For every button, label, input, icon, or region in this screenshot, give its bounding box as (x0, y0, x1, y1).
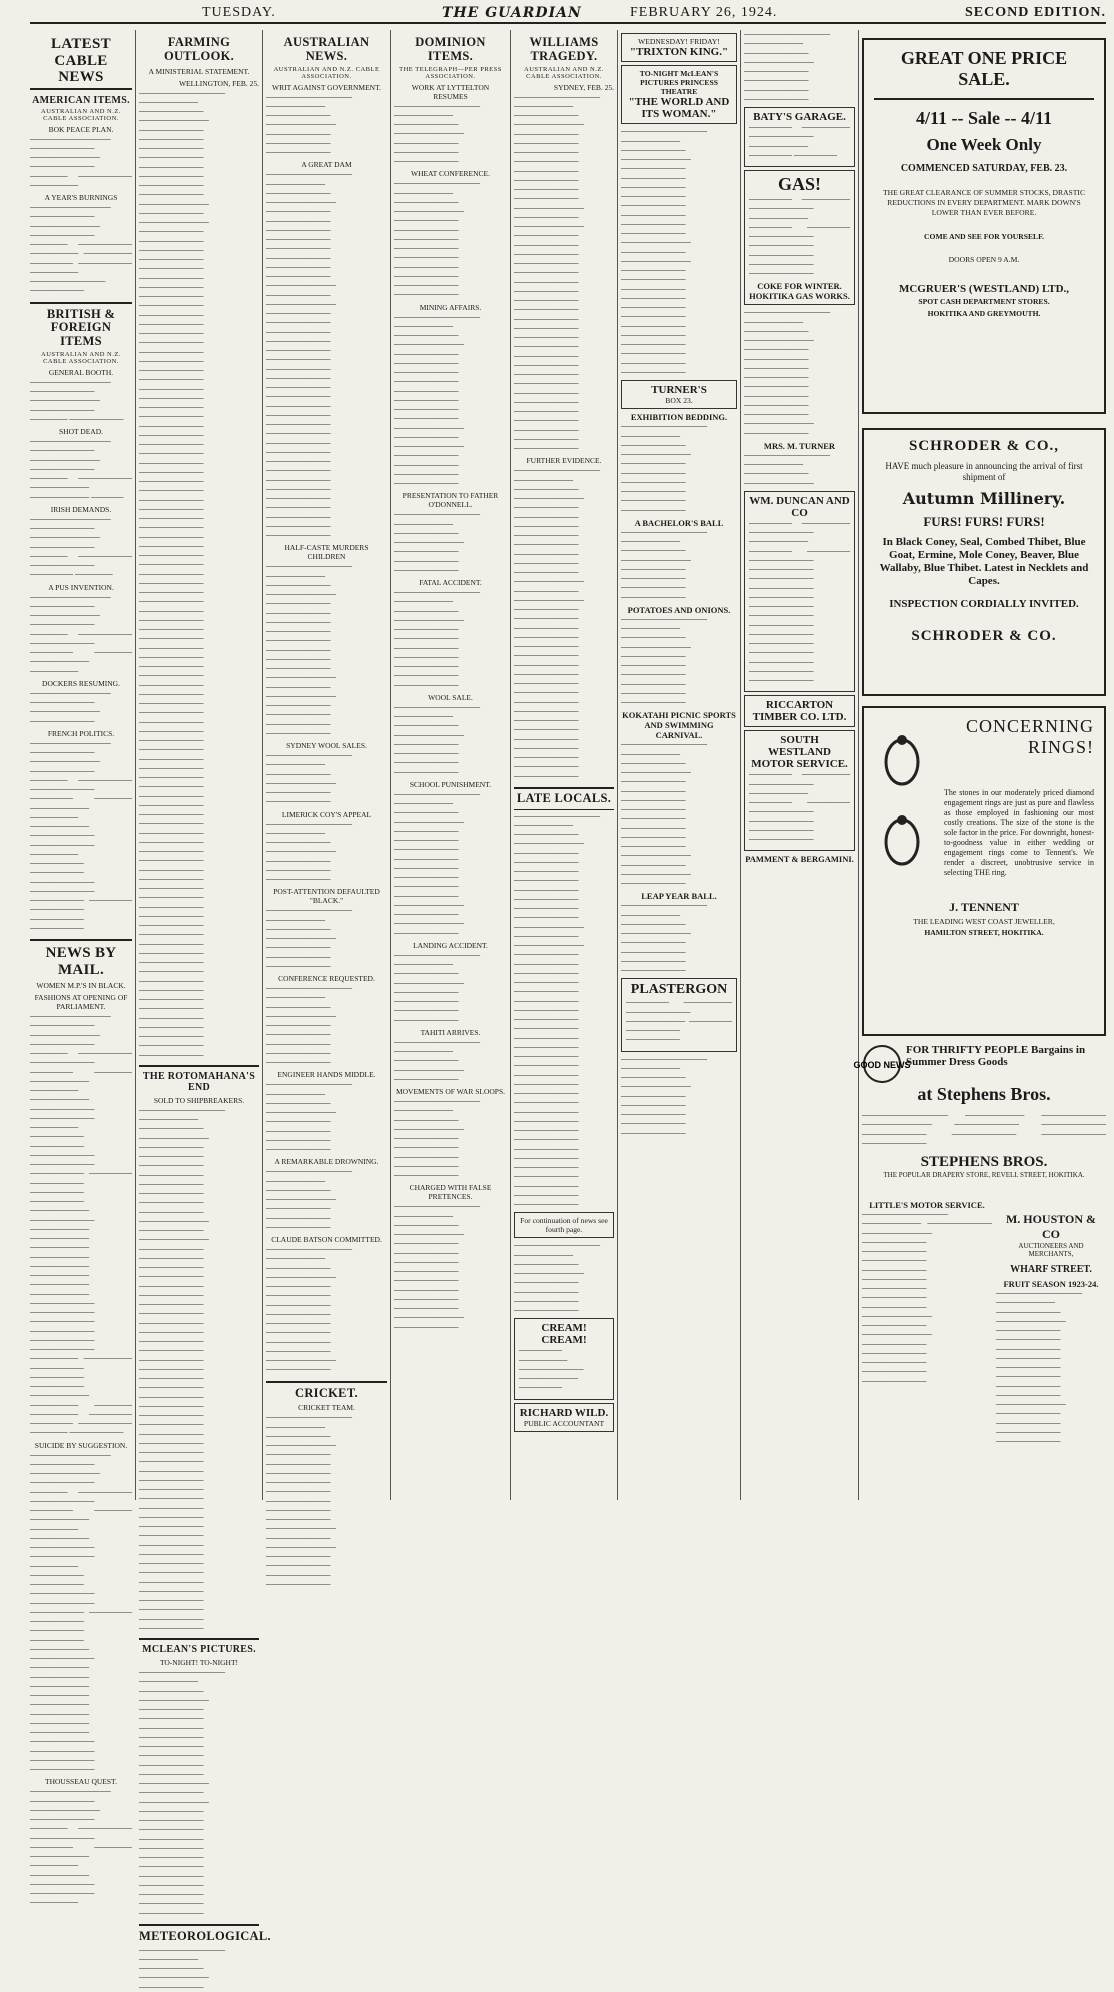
article-text: ──────────────── ─────────── ──────────── ───────────── ──────────── ──────────── ──────────── ──────────── ──────────── ──────────── ──────────── ──────────── ───────────── ──────────── ───────────── ──────────── ──────────── ──────────── ──────────── ──────────── ──────────── ──────────── ──────────── ──────────── ──────────── ──────────── ──────────── ──────────── ──────────── ──────────── ──────────── ──────────── ──────────── ──────────── ──────────── ──────────── ──────────── ──────────── ──────────── ──────────── ──────────── ──────────── ──────────── ──────────── ──────────── ──────────── ──────────── ──────────── ──────────── ──────────── ──────────── ──────────── ──────────── ──────────── ──────────── ──────────── ──────────── (139, 1105, 226, 1633)
article-text: ──────────────── ─────────── ──────────── ───────────── ──────────── ──────────── ──────────── ──────────── (394, 950, 481, 1025)
article-text: ──────────────── ─────────── ──────────── ───────────── ──────────── ──────────── ──────────── ──────────── ──────────── ──────────── ──────────── ──────────── ───────────── ──────────── ───────────── ──────────── ──────────── ──────────── ──────────── ──────────── ──────────── ──────────── ──────────── ──────────── ──────────── ──────────── ──────────── ──────────── ──────────── ──────────── ──────────── ──────────── ──────────── ──────────── ──────────── ──────────── ──────────── ──────────── ──────────── ──────────── ──────────── ──────────── ──────────── ──────────── ──────────── ──────────── ──────────── ──────────── ──────────── ──────────── ──────────── ──────────── ──────────── ──────────── ──────────── ──────────── ──────────── ──────────── ──────────── ──────────── ──────────── ──────────── ──────────── ──────────── ──────────── ──────────── ──────────── ──────────── ──────────── ──────────── ──────────── ──────────── ──────────── ──────────── ──────────── ──────────── ──────────── ──────────── ──────────── ──────────── ──────────── ──────────── ──────────── ──────────── ──────────── ──────────── ──────────── ──────────── ──────────── ──────────── ──────────── ──────────── ──────────── ──────────── ──────────── ──────────── ──────────── ──────────── ──────────── ──────────── ──────────── ──────────── ──────────── ──────────── ──────────── (139, 88, 226, 1060)
column-1 (30, 30, 132, 1908)
article-text: ─────────────── ──────────── ───────────── ──────────── ─────── ────────── ───────── ───────── ──────── ────────── ───────── ────────────── ────────── (30, 203, 132, 296)
article-text: ──────────────── ─────────── ──────────── ───────────── ──────────── (139, 1945, 226, 1992)
article-text: ─────────────── ──────────── ───────────── ──────────── ─────── ────────── ──────────── ──────── ─────── ─────────── ───────── ─────────── ──────────── ──────────── ───────── ────────── ────────── ──────────── ──────────── ────────── ──────── ────────── ────────── ────────── ─────────── ──────────── ─────────── ─────────── ─────────── ─────────── ─────────── ─────────── ─────────── ─────────── ──────────── ──────────── ──────────── ──────────── (30, 1450, 132, 1774)
good-news-badge-icon (853, 1044, 911, 1084)
southwest-heading: SOUTH WESTLAND MOTOR SERVICE. (751, 734, 848, 771)
classified-text: ──────────────── ─────────── ──────────── ───────────── ──────────── ──────────── ──────────── ──────────── ──────────── ──────────── (621, 614, 708, 708)
sale-commence: COMMENCED SATURDAY, FEB. 23. (900, 163, 1068, 174)
column-6 (621, 30, 737, 1500)
dateline: SYDNEY, FEB. 25. (553, 82, 614, 92)
turners-heading: TURNER'S (651, 384, 707, 397)
subhead: A YEAR'S BURNINGS (44, 193, 118, 202)
masthead-edition: SECOND EDITION. (964, 5, 1106, 20)
mcleans-advert (621, 65, 737, 124)
rings-heading: CONCERNING (965, 716, 1094, 736)
plastergon-heading: PLASTERGON (630, 982, 728, 998)
continuation-notice (514, 1212, 614, 1238)
headline-rotomahana: THE ROTOMAHANA'S END (139, 1065, 259, 1093)
column-7 (744, 30, 855, 1500)
headline-dominion-items: DOMINION ITEMS. (415, 35, 486, 63)
schroder-furs: FURS! FURS! FURS! (923, 513, 1045, 529)
article-text: ──────────────── ─────────── ──────────── ───────────── ──────────── ──────────── ──────────── ──────────── ──────────── ──────────── ──────────── ──────────── ───────────── ──────────── (394, 1202, 481, 1332)
houston-sub: AUCTIONEERS AND MERCHANTS, (1018, 1242, 1084, 1258)
ball-heading: A BACHELOR'S BALL (634, 517, 724, 528)
subhead: SOLD TO SHIPBREAKERS. (153, 1095, 245, 1105)
article-text: ─────────────── ──────────── ───────────── ──────────── (30, 688, 111, 726)
houston-advert (996, 1212, 1106, 1449)
column-rule (617, 30, 618, 1500)
subhead: WOMEN M.P.'S IN BLACK. (36, 981, 126, 990)
wild-sub: PUBLIC ACCOUNTANT (523, 1418, 605, 1428)
houston-name: M. HOUSTON & CO (1005, 1212, 1097, 1241)
subhead: A PUS INVENTION. (48, 582, 114, 592)
film-title: "THE WORLD AND ITS WOMAN." (628, 96, 730, 121)
rings-jeweller-addr: HAMILTON STREET, HOKITIKA. (924, 928, 1044, 937)
stephens-address: THE POPULAR DRAPERY STORE, REVELL STREET, HOKITIKA. (883, 1171, 1085, 1179)
advert-text: ──────── ───────── ──────────── ─────────── ──────── (519, 1346, 584, 1393)
headline-mcleans-pictures: MCLEAN'S PICTURES. (139, 1638, 259, 1655)
rings-jeweller-sub: THE LEADING WEST COAST JEWELLER, (913, 917, 1055, 926)
sale-store-sub: SPOT CASH DEPARTMENT STORES. (918, 297, 1050, 307)
article-text: ──────────────── ─────────── ──────────── ───────────── ──────────── ──────────── ──────────── (394, 101, 481, 166)
article-text: ──────────────── ─────────── ──────────── ───────────── ──────────── ──────────── ──────────── ──────────── ──────────── ──────────── ──────────── ──────────── ───────────── ──────────── ───────────── ──────────── ──────────── ──────────── ──────────── ──────────── ──────────── ──────────── ──────────── ──────────── ──────────── ──────────── ──────────── ──────────── ──────────── ──────────── ──────────── ──────────── ──────────── ──────────── ──────────── ──────────── ──────────── ──────────── ──────────── (514, 92, 601, 453)
gasworks-heading: HOKITIKA GAS WORKS. (749, 291, 850, 302)
tennent-rings-advert (862, 706, 1106, 1036)
schroder-advert (862, 428, 1106, 696)
article-text: ──────────────── ─────────── ──────────── ───────────── ──────────── ──────────── ──────────── ──────────── (266, 1080, 353, 1154)
sale-come: COME AND SEE FOR YOURSELF. (924, 231, 1044, 241)
sale-price: 4/11 -- Sale -- 4/11 (916, 108, 1052, 128)
subhead: DOCKERS RESUMING. (42, 678, 120, 688)
classified-text: ──────────────── ─────────── ──────────── ───────────── ──────────── ──────────── ──────────── ──────────── ──────────── ──────────── ──────────── ──────────── ───────────── ──────────── (744, 308, 831, 438)
article-text: ──────────────── ─────────── ──────────── ───────────── ──────────── ──────────── (266, 751, 353, 807)
subhead: TAHITI ARRIVES. (420, 1027, 481, 1037)
masthead-date: FEBRUARY 26, 1924. (630, 5, 778, 20)
article-text: ──────────────── ─────────── ──────────── ───────────── ──────────── ──────────── ──────────── ──────────── ──────────── ──────────── ──────────── ──────────── ──────────── (394, 179, 481, 300)
article-text: ──────────────── ─────────── ──────────── ───────────── ──────────── ──────────── ──────────── (266, 92, 353, 157)
article-text: ─────────────── ──────────── ───────────── ──────────── ─────── ────────── ──────────── ──────── ─────── ─────────── ───────── ─────────── ──────────── ──────────── ───────── ────────── ────────── ──────────── ──────────── ────────── ──────── ────────── ────────── ────────── (30, 738, 132, 933)
pamment-heading: PAMMENT & BERGAMINI. (745, 854, 854, 865)
subhead: CLAUDE BATSON COMMITTED. (271, 1235, 382, 1244)
subhead: BOK PEACE PLAN. (48, 124, 114, 134)
article-text: ─────────────── ──────────── ───────────── ──────────── ─────── ────────── ─────────── ─────────── ────── (30, 437, 132, 502)
article-text: ──────────────── ─────────── ──────────── ───────────── ──────────── ──────────── ──────────── ──────────── ──────────── (394, 1097, 481, 1180)
masthead (30, 2, 1106, 24)
headline-british-foreign-items: BRITISH & FOREIGN ITEMS (30, 302, 132, 349)
classified-text: ──────────────── ─────────── ──────────── ───────────── ──────────── ──────────── ──────────── ──────────── ──────────── ──────────── (621, 422, 708, 515)
column-rule (135, 30, 136, 1500)
littles-motor-advert (862, 1200, 992, 1389)
mrs-turner: MRS. M. TURNER (763, 440, 836, 451)
subhead: CHARGED WITH FALSE PRETENCES. (409, 1183, 492, 1202)
picnic-heading: KOKATAHI PICNIC SPORTS AND SWIMMING CARNIVAL. (622, 710, 736, 741)
cream-heading: CREAM! CREAM! (541, 1322, 587, 1347)
headline-farming-outlook: FARMING OUTLOOK. (163, 35, 235, 63)
article-text: ─────────────── ──────────── ───────────── ──────────── ─────── ────────── ──────────── ──────── ─────── (30, 514, 132, 580)
article-text: ──────────────── ─────────── ──────────── ───────────── ──────────── ──────────── ──────────── (394, 510, 481, 575)
sale-heading: GREAT ONE PRICE SALE. (874, 48, 1094, 100)
article-text: ──────────────── ─────────── ──────────── ───────────── ──────────── ──────────── ──────────── (266, 906, 353, 971)
cream-advert (514, 1318, 614, 1399)
classified-text: ──────────────── ─────────── ──────────── ───────────── ──────────── ──────────── ──────────── ──────────── (621, 527, 708, 602)
great-sale-advert (862, 38, 1106, 414)
subhead: SUICIDE BY SUGGESTION. (34, 1440, 128, 1450)
subhead: FASHIONS AT OPENING OF PARLIAMENT. (34, 993, 128, 1011)
column-2 (139, 30, 271, 1992)
column-rule (510, 30, 511, 1500)
mcleans-title: TO-NIGHT McLEAN'S PICTURES PRINCESS THEATRE (639, 69, 719, 97)
article-text: ──────────────── ─────────── ──────────── ───────────── ──────────── ──────────── ──────────── ──────────── ──────────── (266, 984, 353, 1067)
column-rule (262, 30, 263, 1500)
classified-text: ──────────────── ─────────── ──────────── ───────────── ──────────── ──────────── ──────────── ──────────── ──────────── ──────────── ──────────── ──────────── ───────────── ──────────── ───────────── ──────────── (621, 740, 708, 889)
duncan-heading: WM. DUNCAN AND CO (749, 494, 850, 519)
potatoes-heading: POTATOES AND ONIONS. (627, 604, 731, 615)
subhead: WOOL SALE. (428, 692, 473, 702)
subhead: SHOT DEAD. (58, 427, 104, 436)
classified-text: ──────────────── ─────────── ──────────── ───────────── ──────────── ──────────── ──────────── ──────────── (621, 901, 708, 976)
column-4 (394, 30, 507, 1500)
subhead: CONFERENCE REQUESTED. (278, 974, 375, 983)
riccarton-heading: RICCARTON TIMBER CO. LTD. (752, 699, 847, 724)
article-text: ─────────────── ──────────── ───────────── ──────────── ─────── ────────── ──────────── ──────── ─────── ─────────── ───────── (30, 592, 132, 676)
subhead: CRICKET TEAM. (298, 1403, 355, 1413)
motor-heading: LITTLE'S MOTOR SERVICE. (869, 1200, 985, 1210)
article-text: ─────────────── ──────────── ───────────── ──────────── ─────── ────────── ───────── (30, 134, 132, 190)
article-text: ──────────────── ─────────── ──────────── ───────────── ──────────── (394, 1037, 481, 1084)
richard-wild-advert (514, 1403, 614, 1432)
article-text: ──────────────── ─────────── ──────────── ───────────── ──────────── ──────────── ──────────── ──────────── ──────────── ──────────── ──────────── ──────────── ───────────── ──────────── ───────────── ──────────── ──────────── ──────────── ──────────── (394, 312, 481, 488)
subhead: SYDNEY WOOL SALES. (286, 741, 367, 750)
duncan-advert (744, 491, 855, 693)
subhead: THOUSSEAU QUEST. (45, 1777, 117, 1787)
subhead: IRISH DEMANDS. (50, 504, 112, 514)
agency-line: THE TELEGRAPH—PER PRESS ASSOCIATION. (399, 65, 502, 80)
rings-body: The stones in our moderately priced diamond engagement rings are just as pure and flawless as those employed in fashioning our most costly creations. The size of the stone is the sole factor in the price. For downright, honest-to-goodness value in either wedding or engagement rings come to Tennent's. We render a discreet, unobtrusive service in selecting THE ring. (944, 788, 1094, 877)
column-rule (390, 30, 391, 1500)
article-text: ──────────────── ─────────── ──────────── ───────────── ──────────── ──────────── ──────────── ──────────── ──────────── ──────────── ──────────── ──────────── ───────────── ──────────── (266, 1245, 353, 1375)
agency-line: AUSTRALIAN AND N.Z. CABLE ASSOCIATION. (273, 65, 380, 80)
subhead: A REMARKABLE DROWNING. (274, 1157, 379, 1167)
article-text: ─────────────── ──────────── ───────────── ──────────── ─────── ────────── ──────────── ──────── ─────── ─────────── ───────── ─────────── ──────────── ──────────── ───────── ────────── ────────── ──────────── ──────────── ────────── ──────── ────────── ────────── ────────── ─────────── ──────────── ─────────── ─────────── ─────────── ─────────── ─────────── ─────────── ─────────── ─────────── ──────────── ──────────── ──────────── ──────────── ──────────── ──────────── ───────── ───────── ────────── ────────── ────────── ─────────── ───────── ─────── ───────── ──────── ──────── ────────── ─────── ────────── (30, 1012, 132, 1438)
column-rule (858, 30, 859, 1500)
plastergon-advert (621, 978, 737, 1051)
sale-week: One Week Only (926, 135, 1042, 154)
advert-text: ──────────────── ─────────── ──────────── ───────────── ──────────── ──────────── ──────────── ──────────── ──────────── ──────────── ──────────── ──────────── ───────────── ──────────── ───────────── ──────────── ──────────── ──────────── ──────────── ──────────── (862, 1210, 992, 1386)
advert-text: ──────── ───────── ──────────── ─────────── ──────── ──────── (749, 123, 850, 160)
subhead: FATAL ACCIDENT. (419, 578, 482, 587)
headline-cricket: CRICKET. (266, 1381, 387, 1401)
schroder-list: In Black Coney, Seal, Combed Thibet, Blue Goat, Ermine, Mole Coney, Beaver, Blue Wallaby, Blue Thibet. Latest in Necklets and Capes. (879, 535, 1089, 588)
stephens-name: at Stephens Bros. (917, 1084, 1051, 1104)
subhead: FRENCH POLITICS. (47, 728, 115, 738)
fruit-season: FRUIT SEASON 1923-24. (1003, 1279, 1099, 1289)
rings-heading-2: RINGS! (1027, 737, 1094, 757)
stephens-footer: STEPHENS BROS. (920, 1154, 1048, 1170)
subhead: PRESENTATION TO FATHER O'DONNELL. (402, 491, 499, 510)
column-5 (514, 30, 614, 1500)
subhead: SCHOOL PUNISHMENT. (409, 779, 492, 789)
sale-body: THE GREAT CLEARANCE OF SUMMER STOCKS, DRASTIC REDUCTIONS IN EVERY DEPARTMENT. MARK DOWN'S LOWER THAN EVER BEFORE. (882, 188, 1086, 217)
schroder-heading: SCHRODER & CO., (908, 438, 1059, 454)
continuation-text: For continuation of news see fourth page. (520, 1216, 608, 1235)
turners-advert (621, 380, 737, 409)
good-news-text: GOOD NEWS (853, 1060, 911, 1070)
subhead: A GREAT DAM (301, 160, 352, 170)
sale-store-town: HOKITIKA AND GREYMOUTH. (927, 309, 1041, 319)
headline-news-by-mail: NEWS BY MAIL. (30, 939, 132, 978)
rings-jeweller-name: J. TENNENT (949, 900, 1019, 914)
wild-heading: RICHARD WILD. (519, 1406, 609, 1419)
article-text: ──────────────── ─────────── ──────────── ───────────── ──────────── ──────────── ──────────── ──────────── ──────────── ──────────── ──────────── (394, 588, 481, 690)
subhead: POST-ATTENTION DEFAULTED "BLACK." (273, 887, 380, 906)
gas-heading: GAS! (777, 174, 821, 194)
sale-doors: DOORS OPEN 9 A.M. (948, 255, 1020, 265)
subhead: WRIT AGAINST GOVERNMENT. (272, 82, 381, 92)
masthead-day: TUESDAY. (202, 5, 276, 20)
article-text: ──────────────── ─────────── ──────────── ───────────── ──────────── ──────────── ──────────── ──────────── ──────────── ──────────── ──────────── ──────────── ───────────── ──────────── ───────────── ──────────── ──────────── ──────────── ──────────── (266, 562, 353, 738)
article-text: ─────────────── ──────────── ───────────── ──────────── ─────── ────────── ──────────── ──────── ─────── ─────────── ───────── ─────────── ──────────── ──────────── ───────── (30, 1787, 132, 1908)
classified-text: ──────────────── ─────────── ──────────── ───────────── ──────────── ──────────── ──────────── ──────────── ──────────── ──────────── ──────────── ──────────── ───────────── ──────────── ───────────── ──────────── ──────────── ──────────── ──────────── ──────────── ──────────── ──────────── ──────────── ──────────── ──────────── ──────────── ──────────── (621, 127, 708, 377)
exhibition-bedding-heading: EXHIBITION BEDDING. (630, 412, 728, 423)
coke-heading: COKE FOR WINTER. (757, 281, 842, 292)
article-text: ─────────────── ──────────── ───────────── ──────────── ─────── ────────── (30, 377, 124, 424)
agency-line: AUSTRALIAN AND N.Z. CABLE ASSOCIATION. (41, 107, 121, 122)
advert-text: ──────── ───────── ──────────── ─────────── ──────── ──────── ──────────── ──────────── ──────────── ──────────── ──────────── (749, 195, 850, 278)
subhead: ENGINEER HANDS MIDDLE. (277, 1070, 376, 1080)
dateline: WELLINGTON, FEB. 25. (178, 78, 259, 88)
article-text: ──────────────── ─────────── ──────────── ───────────── ──────────── ──────────── ──────────── ──────────── ──────────── ──────────── ──────────── ──────────── ───────────── ──────────── ───────────── ──────────── ──────────── ──────────── ──────────── ──────────── ──────────── ──────────── ──────────── ──────────── ──────────── ──────────── ──────────── ──────────── ──────────── ──────────── ──────────── ──────────── ──────────── ──────────── ──────────── ──────────── ──────────── ──────────── ──────────── ──────────── (266, 170, 353, 540)
classified-text: ──────────────── ─────────── ──────────── ───────────── (744, 450, 831, 488)
turners-box: BOX 23. (665, 396, 693, 406)
article-text: ──────────────── ─────────── ──────────── ───────────── ──────────── ──────────── ──────────── (266, 1167, 353, 1232)
article-text: ──────────────── ─────────── ──────────── ───────────── ──────────── ──────────── ──────────── ──────────── (394, 702, 481, 777)
subhead: GENERAL BOOTH. (48, 367, 114, 377)
rings-illustration-icon (874, 722, 930, 892)
subhead: WHEAT CONFERENCE. (410, 169, 491, 179)
days: WEDNESDAY! FRIDAY! (638, 37, 720, 46)
article-text: ──────────────── ─────────── ──────────── ───────────── ──────────── ──────────── ──────────── ──────────── ──────────── ──────────── ──────────── ──────────── ───────────── ──────────── ───────────── ──────────── (394, 789, 481, 938)
classified-text: ──────────────── ─────────── ──────────── ───────────── ──────────── ──────────── ──────────── ──────────── (744, 30, 831, 104)
schroder-footer: SCHRODER & CO. (911, 628, 1057, 645)
stephens-tagline: FOR THRIFTY PEOPLE Bargains in Summer Dress Goods (906, 1044, 1086, 1068)
trixton-title: "TRIXTON KING." (629, 46, 729, 59)
subhead: FURTHER EVIDENCE. (526, 456, 602, 466)
article-text: ──────────────── ─────────── ──────────── ───────────── ──────────── ──────────── ──────────── ──────────── (514, 1241, 601, 1316)
article-text: ──────────────── ─────────── ──────────── ───────────── ──────────── ──────────── ──────────── ──────────── ──────────── ──────────── ──────────── ──────────── ───────────── ──────────── ───────────── ──────────── ──────────── ──────────── ──────────── ──────────── ──────────── ──────────── ──────────── ──────────── ──────────── ──────────── ──────────── ──────────── ──────────── ──────────── ──────────── ──────────── ──────────── ──────────── ──────────── ──────────── ──────────── ──────────── ──────────── ──────────── ──────────── ──────────── ──────────── (514, 811, 601, 1209)
advert-text: ──────────────── ─────────── ──────────── ───────────── ──────────── ──────────── ──────────── ──────────── ──────────── ──────────── ──────────── ──────────── ───────────── ──────────── ──────────── ──────────── ──────────── (996, 1289, 1083, 1446)
subhead: A MINISTERIAL STATEMENT. (148, 66, 250, 76)
schroder-body: HAVE much pleasure in announcing the arrival of first shipment of (885, 461, 1083, 483)
article-text: ──────────────── ─────────── ──────────── ───────────── ──────────── ──────────── ──────────── ──────────── ──────────── ──────────── ──────────── ──────────── ───────────── ──────────── ───────────── ──────────── ──────────── ──────────── ──────────── ──────────── ──────────── ──────────── ──────────── ──────────── ──────────── ──────────── ──────────── ──────────── ──────────── ──────────── ──────────── ──────────── ──────────── ──────────── (514, 466, 601, 781)
stephens-body: ──────────────── ─────────── ──────────── ───────────── ──────────── ──────────── ──────────── ──────────── ──────────── ──────────── (862, 1111, 1106, 1148)
article-text: ──────────────── ─────────── ──────────── ───────────── ──────────── ──────────── ──────────── (266, 819, 353, 884)
schroder-inspection: INSPECTION CORDIALLY INVITED. (889, 598, 1079, 611)
houston-wharf: WHARF STREET. (1010, 1264, 1092, 1275)
advert-text: ──────── ───────── ──────────── ─────────── ──────── ──────── ──────────── ──────────── ──────────── ──────────── ──────────── ──────────── ──────────── ──────────── ──────────── ──────────── ──────────── ──────────── ──────────── ──────────── (749, 518, 850, 685)
subhead: LANDING ACCIDENT. (413, 940, 488, 950)
subhead: LIMERICK COY'S APPEAL (281, 809, 372, 819)
headline-latest-cable-news: LATEST CABLE NEWS (30, 36, 132, 90)
headline-meteorological: METEOROLOGICAL. (139, 1924, 259, 1944)
leap-year-ball-heading: LEAP YEAR BALL. (641, 891, 717, 902)
southwest-advert (744, 730, 855, 851)
headline-williams-tragedy: WILLIAMS TRAGEDY. (529, 35, 599, 63)
schroder-millinery: Autumn Millinery. (902, 488, 1066, 508)
batys-garage-advert (744, 107, 855, 167)
subhead: HALF-CASTE MURDERS CHILDREN (284, 543, 369, 562)
column-rule (740, 30, 741, 1500)
article-text: ──────────────── ─────────── ──────────── ───────────── ──────────── ──────────── ──────────── ──────────── ──────────── ──────────── ──────────── ──────────── ───────────── ──────────── ───────────── ──────────── ──────────── ──────────── ──────────── ──────────── ──────────── ──────────── ──────────── ──────────── ──────────── ──────────── ──────────── (139, 1668, 226, 1918)
subhead-american-items: AMERICAN ITEMS. (32, 94, 130, 106)
subhead: MOVEMENTS OF WAR SLOOPS. (395, 1087, 506, 1096)
classified-text: ──────────────── ─────────── ──────────── ───────────── ──────────── ──────────── ──────────── ──────────── ──────────── (621, 1054, 708, 1138)
subhead: MINING AFFAIRS. (419, 302, 482, 312)
agency-line: AUSTRALIAN AND N.Z. CABLE ASSOCIATION. (524, 65, 604, 80)
advert-text: ──────── ───────── ──────────── ─────────── ──────── ──────── ──────────── ──────────── ──────────── ──────────── (749, 770, 850, 844)
agency-line: AUSTRALIAN AND N.Z. CABLE ASSOCIATION. (41, 350, 121, 365)
column-3 (266, 30, 387, 1589)
batys-heading: BATY'S GARAGE. (753, 111, 846, 123)
subhead: WORK AT LYTTELTON RESUMES (411, 82, 490, 101)
headline-late-locals: LATE LOCALS. (514, 787, 614, 810)
trixton-advert (621, 33, 737, 62)
advert-text: ──────── ───────── ──────────── ─────────── ──────── ────────── ────────── (626, 998, 732, 1045)
headline-australian-news: AUSTRALIAN NEWS. (283, 35, 370, 63)
subhead: TO-NIGHT! TO-NIGHT! (159, 1658, 239, 1667)
masthead-paper-name: THE GUARDIAN (442, 5, 582, 21)
sale-store-name: MCGRUER'S (WESTLAND) LTD., (898, 283, 1070, 296)
article-text: ──────────────── ─────────── ──────────── ───────────── ──────────── ──────────── ──────────── ──────────── ──────────── ──────────── ──────────── ──────────── ───────────── ──────────── ───────────── ──────────── ──────────── ──────────── ──────────── (266, 1413, 353, 1589)
stephens-bros-advert (853, 1044, 1106, 1190)
gas-advert (744, 170, 855, 305)
riccarton-advert (744, 695, 855, 727)
